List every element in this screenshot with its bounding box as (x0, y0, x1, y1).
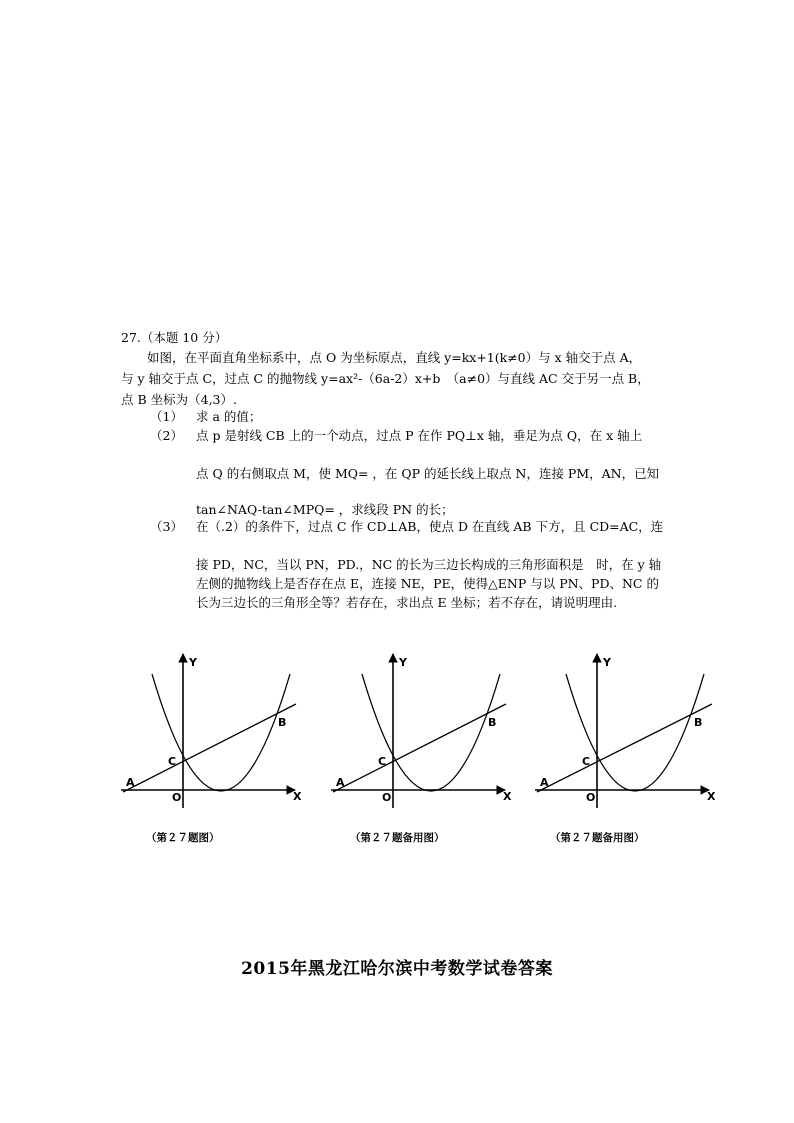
figure-spare-2 (535, 654, 716, 844)
label-a: A (336, 776, 345, 789)
label-y: Y (189, 656, 197, 669)
part-2-number: （2） (150, 428, 183, 443)
label-x: X (293, 790, 302, 803)
parabola (566, 674, 704, 791)
label-b: B (278, 716, 287, 729)
label-y: Y (603, 656, 611, 669)
label-b: B (488, 716, 497, 729)
parabola (152, 674, 290, 791)
label-a: A (540, 776, 549, 789)
part-3-line-1: 在（.2）的条件下，过点 C 作 CD⊥AB，使点 D 在直线 AB 下方，且 CD=AC，连 (196, 519, 664, 534)
label-o: O (382, 791, 392, 804)
part-2-line-3: tan∠NAQ-tan∠MPQ= ，求线段 PN 的长； (196, 502, 454, 517)
intro-line-1: 如图，在平面直角坐标系中，点 O 为坐标原点，直线 y=kx+1(k≠0）与 x 轴交于点 A， (147, 350, 642, 365)
label-x: X (707, 790, 716, 803)
label-y: Y (399, 656, 407, 669)
line-ab (537, 704, 712, 792)
figure-caption: （第２７题备用图） (350, 832, 445, 844)
label-b: B (694, 716, 703, 729)
part-3-line-3: 左侧的抛物线上是否存在点 E，连接 NE，PE，使得△ENP 与以 PN、PD、NC 的 (196, 576, 659, 591)
part-3-number: （3） (150, 519, 183, 534)
label-c: C (582, 755, 591, 768)
figures-row (118, 648, 728, 848)
part-1-number: （1） (150, 409, 183, 424)
figure-main (121, 654, 302, 844)
figure-spare-1 (331, 654, 512, 844)
part-3-line-4: 长为三边长的三角形全等？若存在，求出点 E 坐标；若不存在，请说明理由. (196, 595, 618, 610)
line-ab (333, 704, 506, 792)
label-c: C (378, 755, 387, 768)
answer-section-title: 2015年黑龙江哈尔滨中考数学试卷答案 (241, 959, 553, 979)
problem-header: 27.（本题 10 分） (121, 330, 228, 345)
line-ab (123, 704, 296, 792)
label-a: A (126, 776, 135, 789)
intro-line-2: 与 y 轴交于点 C，过点 C 的抛物线 y=ax²-（6a-2）x+b （a≠0）与直线 AC 交于另一点 B， (121, 371, 650, 386)
figure-caption: （第２７题图） (146, 832, 220, 844)
label-c: C (168, 755, 177, 768)
part-2-line-2: 点 Q 的右侧取点 M，使 MQ= ，在 QP 的延长线上取点 N，连接 PM，AN，已知 (196, 466, 660, 481)
label-o: O (172, 791, 182, 804)
part-1-text: 求 a 的值； (196, 409, 262, 424)
intro-line-3: 点 B 坐标为（4,3）. (121, 392, 237, 407)
part-2-line-1: 点 p 是射线 CB 上的一个动点，过点 P 在作 PQ⊥x 轴，垂足为点 Q，在 x 轴上 (196, 428, 643, 443)
figure-caption: （第２７题备用图） (550, 832, 645, 844)
part-3-line-2: 接 PD，NC，当以 PN，PD.，NC 的长为三边长构成的三角形面积是 时，在 y 轴 (196, 557, 662, 572)
label-o: O (586, 791, 596, 804)
label-x: X (503, 790, 512, 803)
parabola (362, 674, 500, 791)
